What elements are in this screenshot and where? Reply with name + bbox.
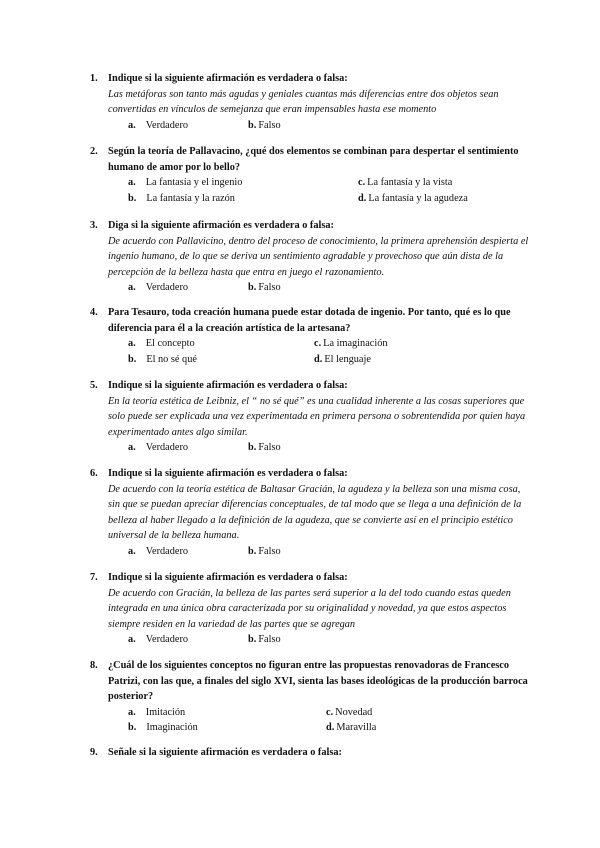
option-a[interactable]: a. El concepto (128, 338, 195, 349)
question-statement: De acuerdo con Gracián, la belleza de las partes será superior a la del todo cuando estas queden integrada en una única obra caracterizada por su originalidad y novedad, ya que estos aspectos siempre residen en la variedad de las partes que se agregan (108, 587, 511, 630)
option-a[interactable]: a. Verdadero (128, 282, 189, 293)
question-2 (90, 144, 530, 206)
question-9 (90, 745, 530, 761)
option-a[interactable]: a. Verdadero (128, 119, 189, 131)
question-title: Señale si la siguiente afirmación es verdadera o falsa: (108, 747, 342, 758)
question-statement: De acuerdo con Pallavicino, dentro del proceso de conocimiento, la primera aprehensión despierta el ingenio humano, de lo que se deriva un sentimiento agradable y provechoso que aún dista de la percepción de la belleza hasta que entra en juego el razonamiento. (108, 235, 529, 278)
option-d[interactable]: d. La fantasía y la agudeza (358, 192, 468, 204)
answer-options (108, 544, 530, 560)
question-title: Diga si la siguiente afirmación es verdadera o falsa: (108, 220, 334, 231)
option-c[interactable]: c. La fantasía y la vista (358, 177, 453, 188)
option-b[interactable]: b. El no sé qué (128, 353, 197, 365)
answer-options (108, 632, 530, 648)
question-statement: De acuerdo con la teoría estética de Baltasar Gracián, la agudeza y la belleza son una misma cosa, sin que se puedan apreciar diferencias conceptuales, de tal modo que se llega a una definición de la belleza al haber llegado a la definición de la agudeza, que se convierte así en el principio estético universal de la belleza humana. (108, 483, 522, 541)
question-8 (90, 658, 530, 736)
answer-options (108, 118, 530, 134)
question-title: Para Tesauro, toda creación humana puede estar dotada de ingenio. Por tanto, qué es lo que diferencia para él a la creación artística de la artesana? (108, 307, 511, 334)
question-title: Indique si la siguiente afirmación es verdadera o falsa: (108, 468, 348, 479)
question-title: Según la teoría de Pallavacino, ¿qué dos elementos se combinan para despertar el sentimiento humano de amor por lo bello? (108, 146, 519, 173)
answer-options (108, 280, 530, 296)
question-number: 1. (90, 73, 98, 84)
question-3 (90, 218, 530, 296)
question-number: 3. (90, 220, 98, 231)
option-b[interactable]: b. Falso (248, 119, 281, 131)
question-7 (90, 570, 530, 648)
option-a[interactable]: a. Verdadero (128, 545, 189, 557)
question-4 (90, 305, 530, 367)
question-number: 4. (90, 307, 98, 318)
question-number: 6. (90, 468, 98, 479)
question-number: 5. (90, 380, 98, 391)
option-b[interactable]: b. Falso (248, 545, 281, 557)
option-d[interactable]: d. Maravilla (326, 722, 377, 733)
question-number: 9. (90, 747, 98, 758)
option-d[interactable]: d. El lenguaje (314, 353, 371, 365)
option-a[interactable]: a. Verdadero (128, 442, 189, 453)
answer-options (108, 705, 530, 736)
question-statement: Las metáforas son tanto más agudas y geniales cuantas más diferencias entre dos objetos sean convertidas en vínculos de semejanza que eran impensables hasta ese momento (108, 88, 499, 115)
answer-options (108, 440, 530, 456)
question-title: Indique si la siguiente afirmación es verdadera o falsa: (108, 380, 348, 391)
question-5 (90, 378, 530, 456)
question-number: 8. (90, 660, 98, 671)
option-c[interactable]: c. Novedad (326, 706, 373, 718)
question-number: 7. (90, 572, 98, 583)
option-a[interactable]: a. Verdadero (128, 634, 189, 645)
option-b[interactable]: b. Falso (248, 634, 281, 645)
option-b[interactable]: b. La fantasía y la razón (128, 192, 235, 204)
option-c[interactable]: c. La imaginación (314, 338, 388, 349)
option-a[interactable]: a. Imitación (128, 706, 186, 718)
option-b[interactable]: b. Falso (248, 282, 281, 293)
answer-options (108, 336, 530, 367)
question-title: Indique si la siguiente afirmación es verdadera o falsa: (108, 572, 348, 583)
answer-options (108, 175, 530, 206)
question-6 (90, 466, 530, 559)
option-a[interactable]: a. La fantasía y el ingenio (128, 177, 243, 188)
option-b[interactable]: b. Imaginación (128, 722, 198, 733)
option-b[interactable]: b. Falso (248, 442, 281, 453)
question-title: Indique si la siguiente afirmación es verdadera o falsa: (108, 73, 348, 84)
question-title: ¿Cuál de los siguientes conceptos no figuran entre las propuestas renovadoras de Francesco Patrizi, con las que, a finales del siglo XVI, sienta las bases ideológicas de la producción barroca posterior? (108, 660, 528, 702)
question-number: 2. (90, 146, 98, 157)
question-1 (90, 71, 530, 133)
question-statement: En la teoría estética de Leibniz, el “ no sé qué” es una cualidad inherente a las cosas superiores que solo puede ser explicada una vez experimentada en primera persona o sobrentendida por quien haya experimentado antes algo similar. (108, 395, 526, 438)
